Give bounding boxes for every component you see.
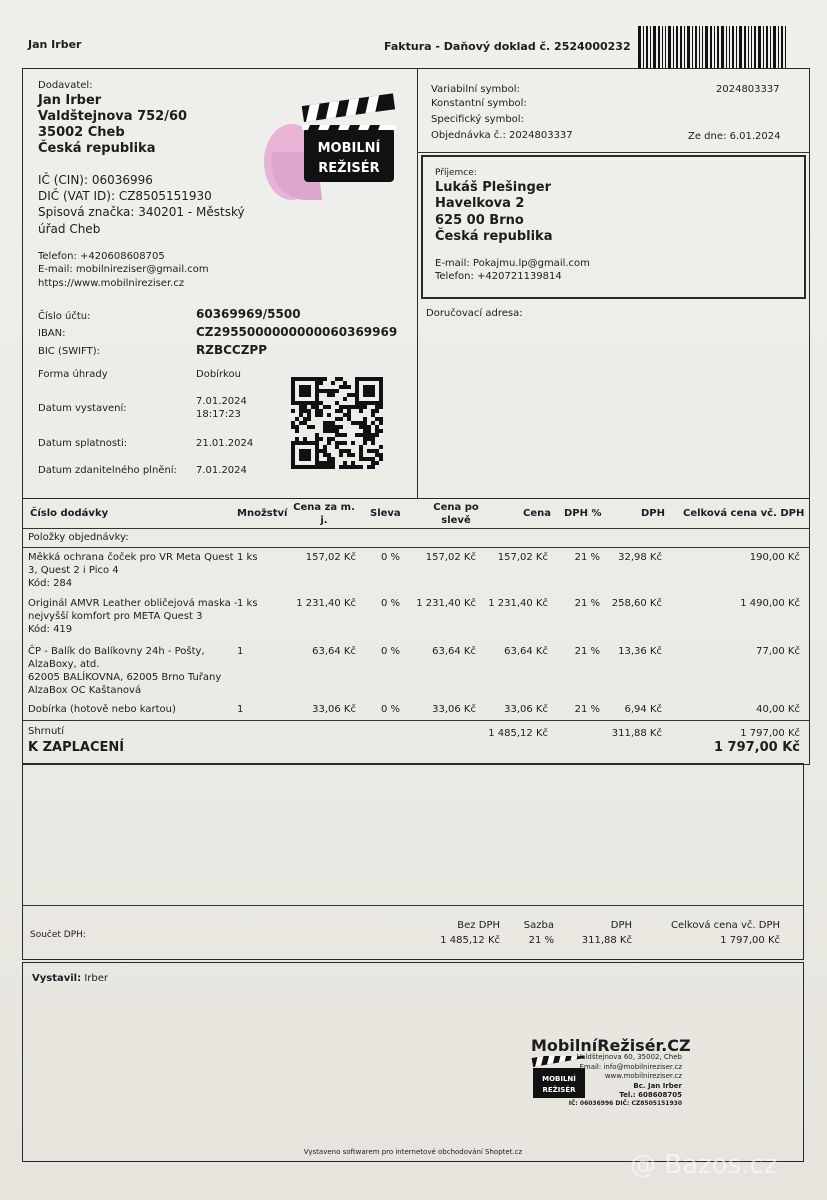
vat-total-header: Celková cena vč. DPH xyxy=(670,920,780,931)
supplier-name: Jan Irber xyxy=(38,93,102,108)
iban-value: CZ2955000000000060369969 xyxy=(196,325,398,339)
stamp-ids: IČ: 06036996 DIČ: CZ8505151930 xyxy=(568,1100,682,1107)
th-price: Cena xyxy=(523,508,551,519)
recipient-label: Příjemce: xyxy=(435,168,477,178)
divider xyxy=(22,498,810,499)
supplier-phone: Telefon: +420608608705 xyxy=(38,251,165,262)
item-discount: 0 % xyxy=(380,646,400,657)
qr-code xyxy=(291,377,383,469)
item-after-discount: 33,06 Kč xyxy=(432,704,476,715)
payment-method-label: Forma úhrady xyxy=(38,369,108,380)
due-date: 21.01.2024 xyxy=(196,438,254,449)
item-desc-line: Kód: 419 xyxy=(28,624,73,635)
item-after-discount: 63,64 Kč xyxy=(432,646,476,657)
item-price: 33,06 Kč xyxy=(504,704,548,715)
item-qty: 1 xyxy=(237,704,244,715)
svg-text:MOBILNÍ: MOBILNÍ xyxy=(542,1075,576,1083)
item-price: 63,64 Kč xyxy=(504,646,548,657)
var-symbol-label: Variabilní symbol: xyxy=(431,84,520,95)
item-unit-price: 63,64 Kč xyxy=(312,646,356,657)
summary-price: 1 485,12 Kč xyxy=(488,728,548,739)
item-discount: 0 % xyxy=(380,552,400,563)
supplier-ic: IČ (CIN): 06036996 xyxy=(38,173,153,187)
item-desc-line: AlzaBox OC Kaštanová xyxy=(28,685,142,696)
watermark-icon: @ xyxy=(630,1150,656,1180)
const-symbol-label: Konstantní symbol: xyxy=(431,98,527,109)
stamp-email: Email: info@mobilnireziser.cz xyxy=(579,1063,682,1071)
logo-line-2: REŽISÉR xyxy=(318,161,380,176)
issuer-label: Vystavil: xyxy=(32,973,82,984)
supplier-country: Česká republika xyxy=(38,141,156,156)
item-desc-line: Kód: 284 xyxy=(28,578,73,589)
svg-text:REŽISÉR: REŽISÉR xyxy=(542,1086,576,1094)
var-symbol: 2024803337 xyxy=(716,84,780,95)
iban-label: IBAN: xyxy=(38,328,66,339)
divider xyxy=(22,905,804,906)
supplier-dic: DIČ (VAT ID): CZ8505151930 xyxy=(38,189,212,203)
supplier-registry-2: úřad Cheb xyxy=(38,222,101,236)
item-after-discount: 1 231,40 Kč xyxy=(416,598,476,609)
item-vat-pct: 21 % xyxy=(574,598,600,609)
summary-label: Shrnutí xyxy=(28,726,64,737)
watermark-text: Bazos.cz xyxy=(664,1150,778,1180)
th-total: Celková cena vč. DPH xyxy=(683,508,805,519)
summary-total: 1 797,00 Kč xyxy=(740,728,800,739)
vat-amount: 311,88 Kč xyxy=(581,935,632,946)
supplier-email: E-mail: mobilnireziser@gmail.com xyxy=(38,264,209,275)
th-discount: Sleva xyxy=(370,508,401,519)
item-price: 1 231,40 Kč xyxy=(488,598,548,609)
th-vat-pct: DPH % xyxy=(564,508,602,519)
payment-method: Dobírkou xyxy=(196,369,241,380)
vat-rate-header: Sazba xyxy=(523,920,554,931)
item-total: 40,00 Kč xyxy=(756,704,800,715)
vat-base-header: Bez DPH xyxy=(457,920,500,931)
supplier-web: https://www.mobilnireziser.cz xyxy=(38,278,185,289)
vat-header: DPH xyxy=(610,920,632,931)
stamp-tel: Tel.: 608608705 xyxy=(619,1091,682,1099)
item-discount: 0 % xyxy=(380,704,400,715)
bic-label: BIC (SWIFT): xyxy=(38,346,101,357)
stamp-brand: MobilníRežisér.CZ xyxy=(531,1036,691,1055)
divider xyxy=(417,68,418,498)
item-desc-line: Dobírka (hotově nebo kartou) xyxy=(28,704,176,715)
recipient-street: Havelkova 2 xyxy=(435,196,525,211)
item-unit-price: 33,06 Kč xyxy=(312,704,356,715)
item-unit-price: 157,02 Kč xyxy=(305,552,356,563)
section-label: Položky objednávky: xyxy=(28,532,129,543)
taxable-date: 7.01.2024 xyxy=(196,465,247,476)
th-unit-price: Cena za m. j. xyxy=(293,502,355,526)
issuer-line xyxy=(32,973,108,984)
item-qty: 1 ks xyxy=(237,552,258,563)
recipient-city: 625 00 Brno xyxy=(435,213,524,228)
issuer-box xyxy=(22,962,804,1162)
item-desc-line: nejvyšší komfort pro META Quest 3 xyxy=(28,611,203,622)
item-total: 1 490,00 Kč xyxy=(740,598,800,609)
item-total: 77,00 Kč xyxy=(756,646,800,657)
supplier-city: 35002 Cheb xyxy=(38,125,125,140)
order-number: Objednávka č.: 2024803337 xyxy=(431,130,573,141)
divider xyxy=(22,528,810,529)
th-vat: DPH xyxy=(641,508,665,519)
stamp-address: Valdštejnova 60, 35002, Cheb xyxy=(576,1053,682,1061)
item-vat: 32,98 Kč xyxy=(618,552,662,563)
vat-sum-label: Součet DPH: xyxy=(30,930,86,940)
document-title: Faktura - Daňový doklad č. 2524000232 xyxy=(384,40,631,53)
bic-value: RZBCCZPP xyxy=(196,343,267,357)
issued-label: Datum vystavení: xyxy=(38,403,127,414)
delivery-label: Doručovací adresa: xyxy=(426,308,523,319)
account-label: Číslo účtu: xyxy=(38,311,91,322)
item-desc-line: ČP - Balík do Balíkovny 24h - Pošty, xyxy=(28,646,205,657)
item-desc-line: 62005 BALÍKOVNA, 62005 Brno Tuřany xyxy=(28,672,222,683)
account-value: 60369969/5500 xyxy=(196,307,301,321)
supplier-label: Dodavatel: xyxy=(38,80,93,91)
divider xyxy=(417,152,810,153)
divider xyxy=(22,720,810,721)
item-qty: 1 xyxy=(237,646,244,657)
divider xyxy=(22,547,810,548)
barcode xyxy=(638,26,810,68)
th-qty: Množství xyxy=(237,508,288,519)
th-item: Číslo dodávky xyxy=(30,508,109,519)
vat-base: 1 485,12 Kč xyxy=(440,935,500,946)
due-label: Datum splatnosti: xyxy=(38,438,128,449)
item-discount: 0 % xyxy=(380,598,400,609)
recipient-name: Lukáš Plešinger xyxy=(435,180,552,195)
item-desc-line: 3, Quest 2 i Pico 4 xyxy=(28,565,119,576)
supplier-street: Valdštejnova 752/60 xyxy=(38,109,188,124)
summary-vat: 311,88 Kč xyxy=(611,728,662,739)
item-desc-line: AlzaBoxy, atd. xyxy=(28,659,100,670)
taxable-label: Datum zdanitelného plnění: xyxy=(38,465,177,476)
item-vat: 13,36 Kč xyxy=(618,646,662,657)
item-desc-line: Originál AMVR Leather obličejová maska - xyxy=(28,598,238,609)
item-unit-price: 1 231,40 Kč xyxy=(296,598,356,609)
recipient-country: Česká republika xyxy=(435,229,553,244)
item-vat: 6,94 Kč xyxy=(624,704,662,715)
stamp-person: Bc. Jan Irber xyxy=(633,1082,682,1090)
item-qty: 1 ks xyxy=(237,598,258,609)
supplier-registry: Spisová značka: 340201 - Městský xyxy=(38,205,245,219)
to-pay-amount: 1 797,00 Kč xyxy=(713,740,800,755)
issuer-name: Irber xyxy=(84,973,108,984)
item-vat: 258,60 Kč xyxy=(611,598,662,609)
footer-note: Vystaveno softwarem pro internetové obchodování Shoptet.cz xyxy=(303,1148,523,1156)
item-vat-pct: 21 % xyxy=(574,704,600,715)
item-vat-pct: 21 % xyxy=(574,646,600,657)
issued-date: 7.01.2024 xyxy=(196,396,247,407)
logo-line-1: MOBILNÍ xyxy=(317,141,381,156)
item-desc-line: Měkká ochrana čoček pro VR Meta Quest xyxy=(28,552,234,563)
watermark xyxy=(630,1150,777,1180)
item-total: 190,00 Kč xyxy=(749,552,800,563)
item-vat-pct: 21 % xyxy=(574,552,600,563)
vat-rate: 21 % xyxy=(528,935,554,946)
stamp-web: www.mobilnireziser.cz xyxy=(604,1072,682,1080)
item-price: 157,02 Kč xyxy=(497,552,548,563)
recipient-phone: Telefon: +420721139814 xyxy=(435,271,562,282)
th-after-discount: Cena po slevě xyxy=(433,502,479,526)
spec-symbol-label: Specifický symbol: xyxy=(431,114,524,125)
clapperboard-logo xyxy=(262,92,398,204)
vat-total: 1 797,00 Kč xyxy=(720,935,780,946)
item-after-discount: 157,02 Kč xyxy=(425,552,476,563)
recipient-email: E-mail: Pokajmu.lp@gmail.com xyxy=(435,258,590,269)
to-pay-label: K ZAPLACENÍ xyxy=(28,740,125,755)
header-seller: Jan Irber xyxy=(28,38,82,51)
issued-time: 18:17:23 xyxy=(196,409,241,420)
order-date: Ze dne: 6.01.2024 xyxy=(688,131,781,142)
